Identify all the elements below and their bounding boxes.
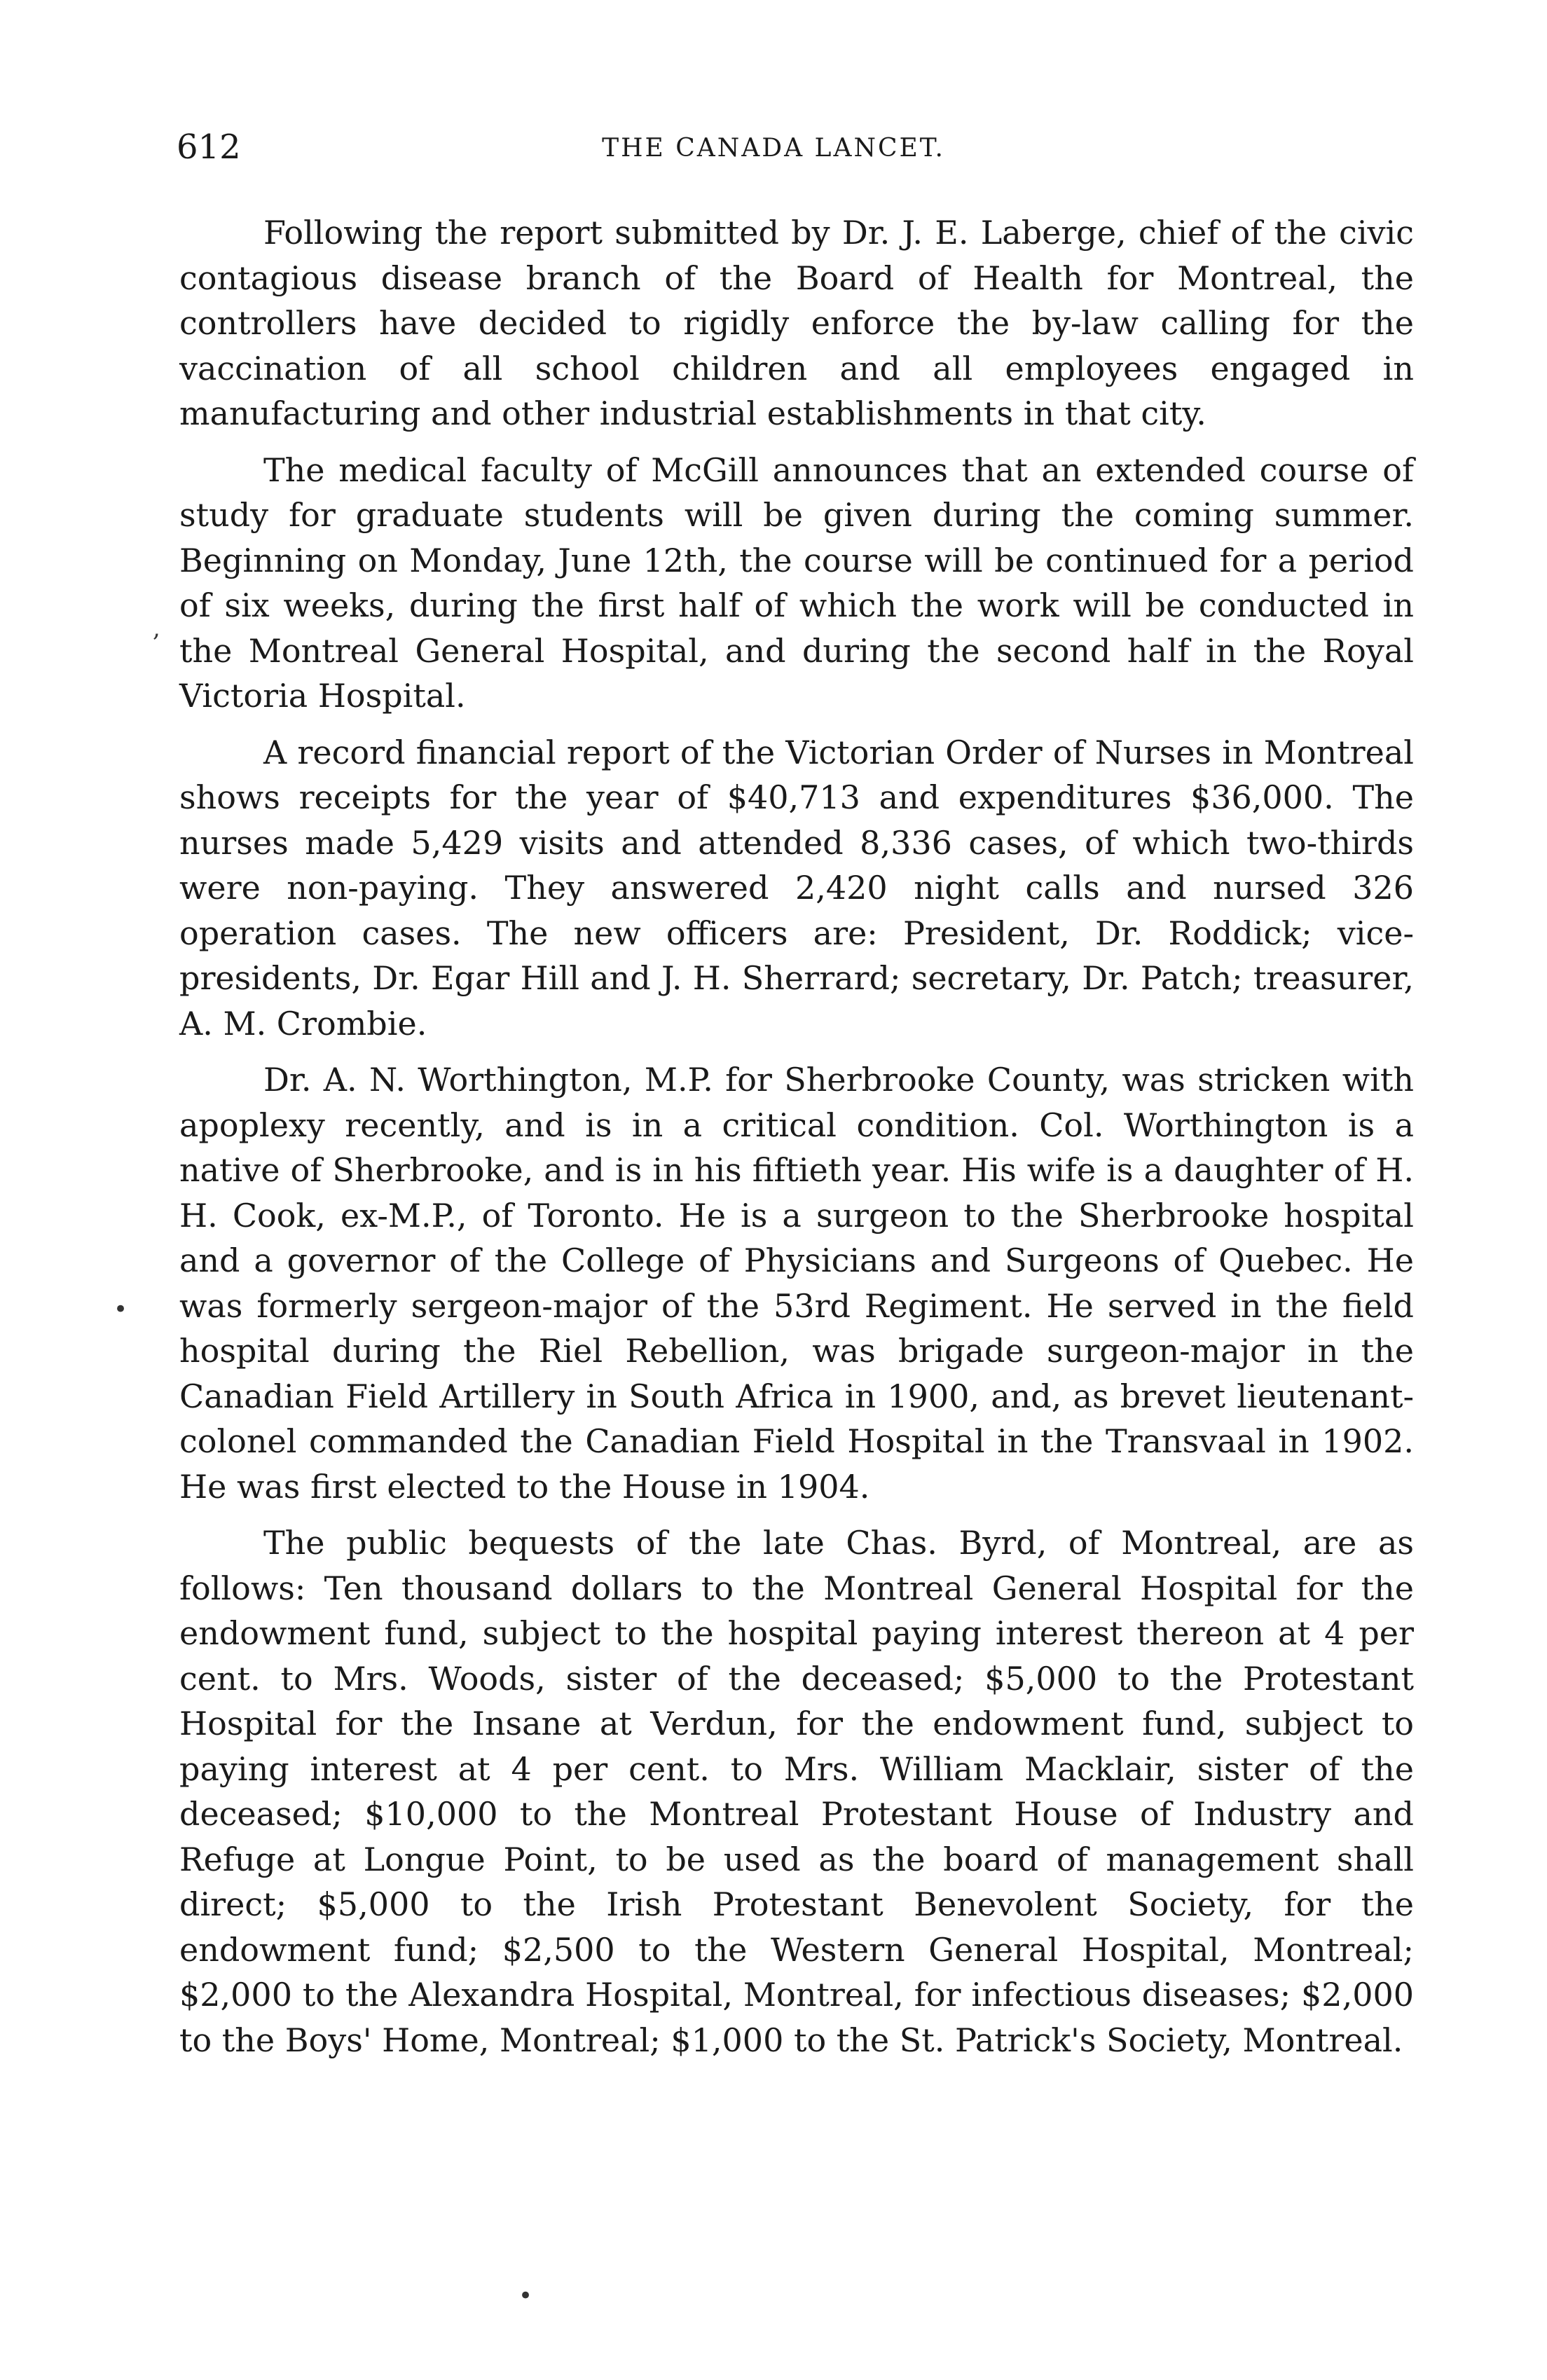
- paragraph-byrd-bequests: The public bequests of the late Chas. Byrd, of Montreal, are as follows: Ten thousand dollars to the Montreal General Hospital for the endowment fund, subject to the hospital paying interest thereon at 4 per cent. to Mrs. Woods, sister of the deceased; $5,000 to the Protestant Hospital for the Insane at Verdun, for the endowment fund, subject to paying interest at 4 per cent. to Mrs. William Macklair, sister of the deceased; $10,000 to the Montreal Protestant House of Industry and Refuge at Longue Point, to be used as the board of management shall direct; $5,000 to the Irish Protestant Benevolent Society, for the endowment fund; $2,500 to the Western General Hospital, Montreal; $2,000 to the Alexandra Hospital, Montreal, for infectious diseases; $2,000 to the Boys' Home, Montreal; $1,000 to the St. Patrick's Society, Montreal.: [179, 1524, 1414, 2059]
- page-number: 612: [177, 128, 241, 167]
- article-body: [179, 210, 1414, 2074]
- margin-speck-dot: •: [114, 1295, 128, 1323]
- paragraph-mcgill-graduate-course: The medical faculty of McGill announces that an extended course of study for graduate students will be given during the coming summer. Beginning on Monday, June 12th, the course will be continued for a period of six weeks, during the first half of which the work will be conducted in the Montreal General Hospital, and during the second half in the Royal Victoria Hospital.: [179, 450, 1414, 715]
- paragraph-worthington: Dr. A. N. Worthington, M.P. for Sherbrooke County, was stricken with apoplexy recently, and is in a critical condition. Col. Worthington is a native of Sherbrooke, and is in his fiftieth year. His wife is a daughter of H. H. Cook, ex-M.P., of Toronto. He is a surgeon to the Sherbrooke hospital and a governor of the College of Physicians and Surgeons of Quebec. He was formerly sergeon-major of the 53rd Regiment. He served in the field hospital during the Riel Rebellion, was brigade surgeon-major in the Canadian Field Artillery in South Africa in 1900, and, as brevet lieutenant-colonel commanded the Canadian Field Hospital in the Transvaal in 1902. He was first elected to the House in 1904.: [179, 1061, 1414, 1506]
- paragraph-vaccination-bylaw: Following the report submitted by Dr. J. E. Laberge, chief of the civic contagious disease branch of the Board of Health for Montreal, the controllers have decided to rigidly enforce the by-law calling for the vaccination of all school children and all employees engaged in manufacturing and other industrial establishments in that city.: [179, 214, 1414, 432]
- margin-speck-comma: ,: [153, 614, 160, 642]
- paragraph-victorian-order-report: A record financial report of the Victorian Order of Nurses in Montreal shows receipts for the year of $40,713 and expenditures $36,000. The nurses made 5,429 visits and attended 8,336 cases, of which two-thirds were non-paying. They answered 2,420 night calls and nursed 326 operation cases. The new officers are: President, Dr. Roddick; vice-presidents, Dr. Egar Hill and J. H. Sherrard; secretary, Dr. Patch; treasurer, A. M. Crombie.: [179, 733, 1414, 1043]
- running-head: THE CANADA LANCET.: [602, 134, 945, 163]
- bottom-speck-dot: •: [518, 2282, 533, 2310]
